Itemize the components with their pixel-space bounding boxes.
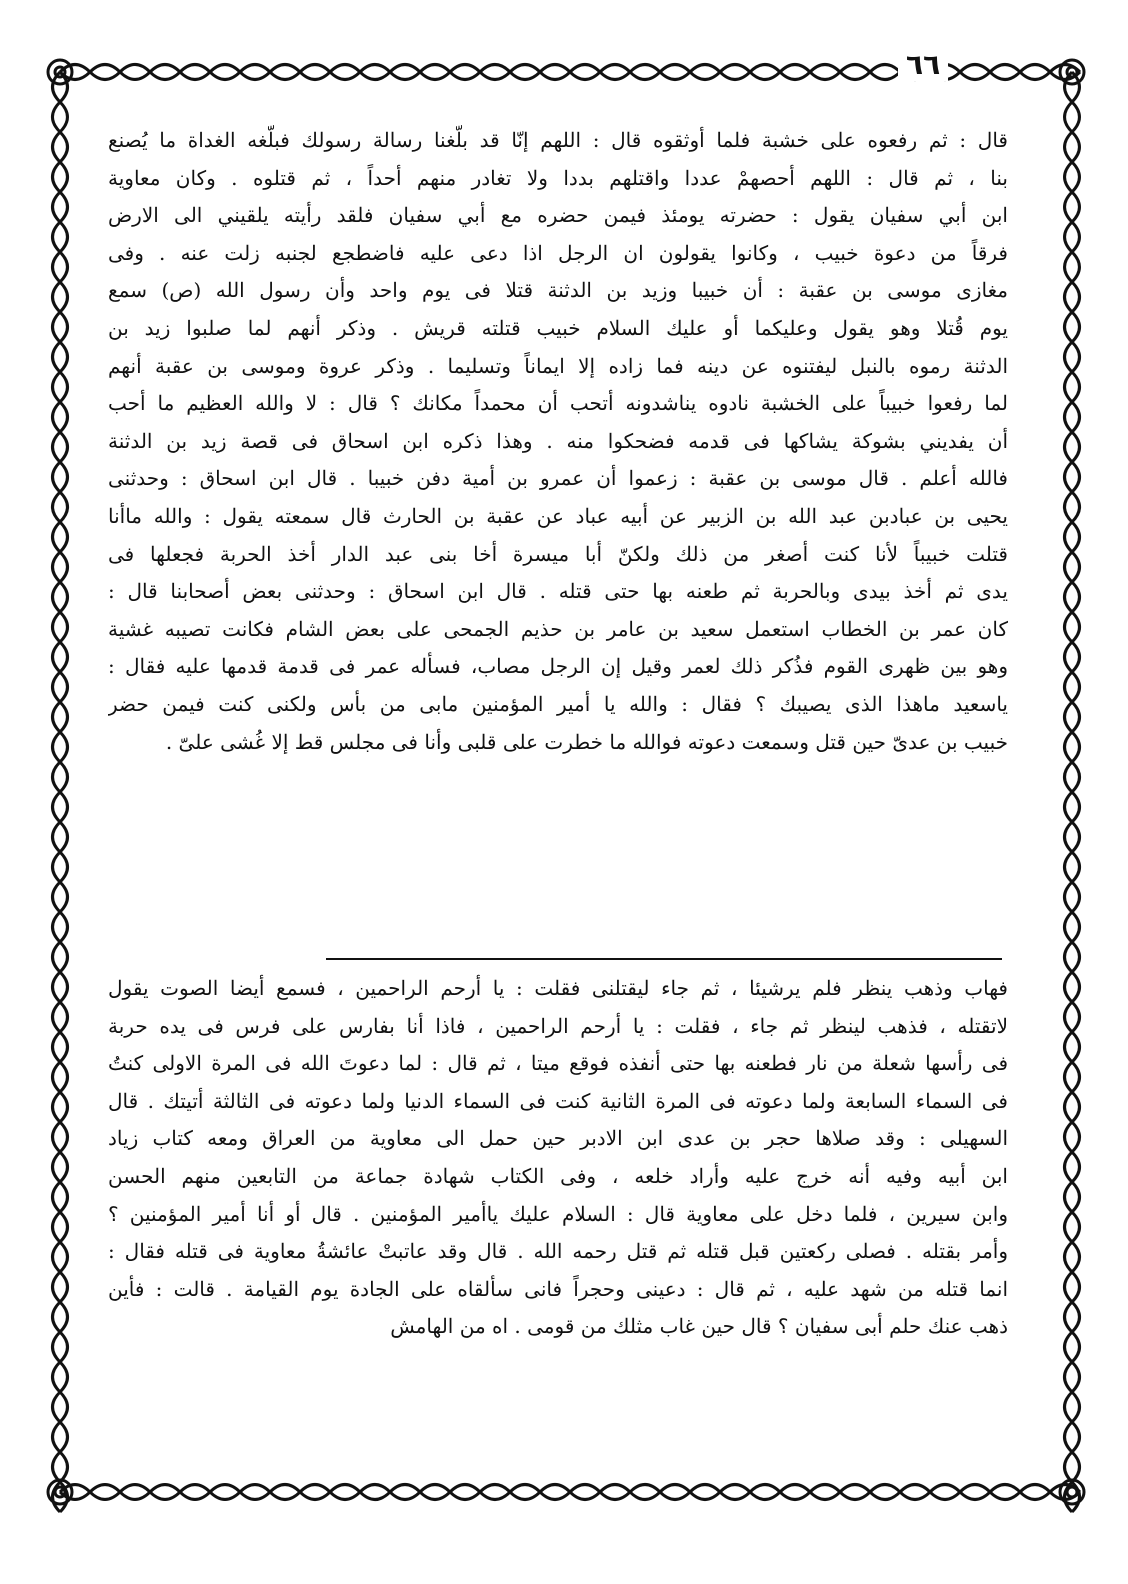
footnote-line: انما قتله من شهد عليه ، ثم قال : دعينى وحجراً فانى سألقاه على الجادة يوم القيامة . قالت : فأين — [108, 1276, 1008, 1301]
main-text-line: ياسعيد ماهذا الذى يصيبك ؟ فقال : والله يا أمير المؤمنين مابى من بأس ولكنى كنت فيمن حضر — [108, 691, 1008, 716]
footnote-line: فى رأسها شعلة من نار فطعنه بها حتى أنفذه فوقع ميتا ، ثم قال : لما دعوتَ الله فى المرة الاولى كنتُ — [108, 1051, 1008, 1076]
footnote-line: وأمر بقتله . فصلى ركعتين قبل قتله ثم قتل رحمه الله . قال وقد عاتبتْ عائشةُ معاوية فى قتله فقال : — [108, 1239, 1008, 1264]
footnote-line: وابن سيرين ، فلما دخل على معاوية قال : السلام عليك ياأمير المؤمنين . قال أو أنا أمير المؤمنين ؟ — [108, 1201, 1008, 1226]
main-text-line: يحيى بن عبادبن عبد الله بن الزبير عن أبيه عباد عن عقبة بن الحارث قال سمعته يقول : والله ماأنا — [108, 503, 1008, 528]
footnote-line: ابن أبيه وفيه أنه خرج عليه وأراد خلعه ، وفى الكتاب شهادة جماعة من التابعين منهم الحسن — [108, 1163, 1008, 1188]
main-text-line: ابن أبي سفيان يقول : حضرته يومئذ فيمن حضره مع أبي سفيان فلقد رأيته يلقيني الى الارض — [108, 203, 1008, 228]
footnote-line: فى السماء السابعة ولما دعوته فى المرة الثانية كنت فى السماء الدنيا ولما دعوته فى الثالثة أتيتك . قال — [108, 1088, 1008, 1113]
main-text-line: كان عمر بن الخطاب استعمل سعيد بن عامر بن حذيم الجمحى على بعض الشام فكانت تصيبه غشية — [108, 616, 1008, 641]
footnote-line: ذهب عنك حلم أبى سفيان ؟ قال حين غاب مثلك من قومى . اه من الهامش — [390, 1314, 1008, 1339]
footnote-line: فهاب وذهب ينظر فلم يرشيئا ، ثم جاء ليقتلنى فقلت : يا أرحم الراحمين ، فسمع أيضا الصوت يقول — [108, 976, 1008, 1000]
main-text-line: بنا ، ثم قال : اللهم أحصهمْ عددا واقتلهم بددا ولا تغادر منهم أحداً ، ثم قتلوه . وكان معاوية — [108, 165, 1008, 190]
footnote-line: السهيلى : وقد صلاها حجر بن عدى ابن الادبر حين حمل الى معاوية من العراق ومعه كتاب زياد — [108, 1126, 1008, 1151]
main-text-line: وهو بين ظهرى القوم فذُكر ذلك لعمر وقيل إن الرجل مصاب، فسأله عمر فى قدمة قدمها عليه فقال : — [108, 654, 1008, 679]
main-text-line: فرقاً من دعوة خبيب ، وكانوا يقولون ان الرجل اذا دعى عليه فاضطجع لجنبه زلت عنه . وفى — [108, 240, 1008, 265]
main-text-line: يدى ثم أخذ بيدى وبالحربة ثم طعنه بها حتى قتله . قال ابن اسحاق : وحدثنى بعض أصحابنا قال : — [108, 579, 1008, 604]
footnote-line: لاتقتله ، فذهب لينظر ثم جاء ، فقلت : يا أرحم الراحمين ، فاذا أنا بفارس على فرس فى يده حربة — [108, 1013, 1008, 1038]
main-text-line: مغازى موسى بن عقبة : أن خبيبا وزيد بن الدثنة قتلا فى يوم واحد وأن رسول الله (ص) سمع — [108, 278, 1008, 303]
main-text-line: خبيب بن عدىّ حين قتل وسمعت دعوته فوالله ما خطرت على قلبى وأنا فى مجلس قط إلا غُشى علىّ . — [165, 729, 1008, 754]
footnote-text — [108, 970, 1008, 1346]
main-text-line: قال : ثم رفعوه على خشبة فلما أوثقوه قال : اللهم إنّا قد بلّغنا رسالة رسولك فبلّغه الغداة ما يُصنع — [108, 128, 1008, 152]
main-text-line: لما رفعوا خبيباً على الخشبة نادوه يناشدونه أتحب أن محمداً مكانك ؟ قال : لا والله العظيم ما أحب — [108, 391, 1008, 416]
main-text — [108, 122, 1008, 761]
page-number: ٦٦ — [898, 48, 948, 81]
main-text-line: أن يفديني بشوكة يشاكها فى قدمه فضحكوا منه . وهذا ذكره ابن اسحاق فى قصة زيد بن الدثنة — [108, 428, 1008, 453]
main-text-line: فالله أعلم . قال موسى بن عقبة : زعموا أن عمرو بن أمية دفن خبيبا . قال ابن اسحاق : وحدثنى — [108, 466, 1008, 491]
footnote-separator — [326, 958, 1002, 960]
main-text-line: قتلت خبيباً لأنا كنت أصغر من ذلك ولكنّ أبا ميسرة أخا بنى عبد الدار أخذ الحربة فجعلها فى — [108, 541, 1008, 566]
main-text-line: الدثنة رموه بالنبل ليفتنوه عن دينه فما زاده إلا ايماناً وتسليما . وذكر عروة وموسى بن عقبة أنهم — [108, 353, 1008, 378]
main-text-line: يوم قُتلا وهو يقول وعليكما أو عليك السلام خبيب قتلته قريش . وذكر أنهم لما صلبوا زيد بن — [108, 315, 1008, 340]
